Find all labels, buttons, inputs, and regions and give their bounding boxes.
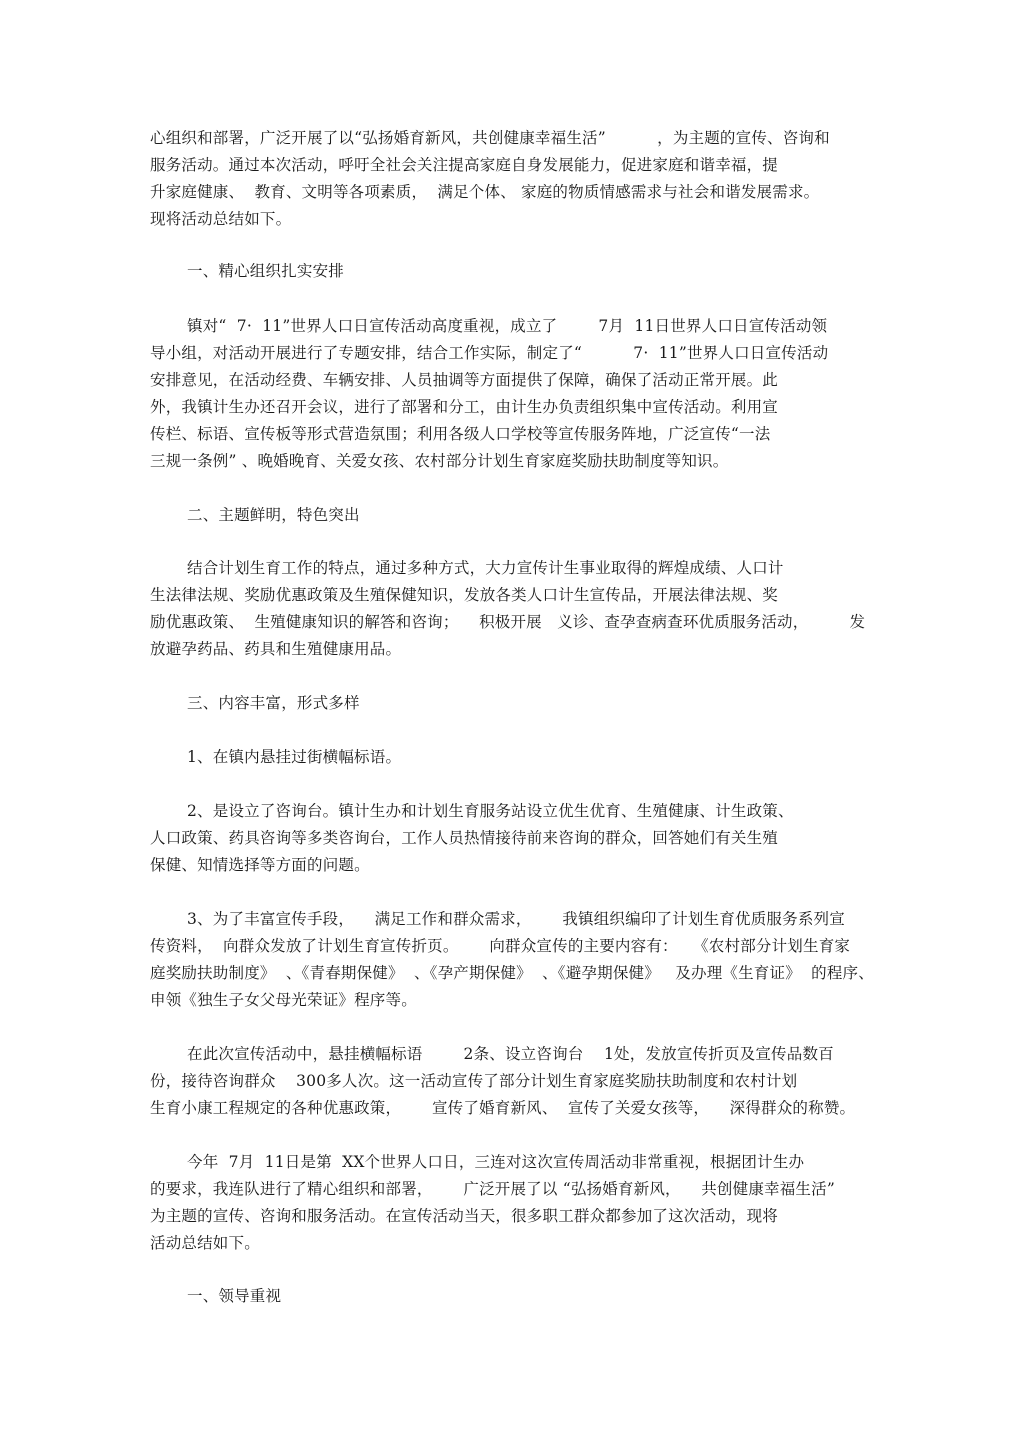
paragraph-line: 申领《独生子女父母光荣证》程序等。 [150,991,417,1009]
section-heading: 一、领导重视 [187,1287,282,1305]
section-heading: 三、内容丰富，形式多样 [187,694,360,712]
paragraph-line: 为主题的宣传、咨询和服务活动。在宣传活动当天，很多职工群众都参加了这次活动，现将 [150,1207,779,1225]
list-item: 3、为了丰富宣传手段， 满足工作和群众需求， 我镇组织编印了计划生育优质服务系列宣 [187,910,845,928]
paragraph-line: 外，我镇计生办还召开会议，进行了部署和分工，由计生办负责组织集中宣传活动。利用宣 [150,398,779,416]
list-item: 1、在镇内悬挂过街横幅标语。 [187,748,402,766]
paragraph-line: 保健、知情选择等方面的问题。 [150,856,370,874]
paragraph-line: 现将活动总结如下。 [150,210,292,228]
list-item: 2、是设立了咨询台。镇计生办和计划生育服务站设立优生优育、生殖健康、计生政策、 [187,802,794,820]
paragraph-line: 镇对“ 7· 11”世界人口日宣传活动高度重视，成立了 7月 11日世界人口日宣传活动领 [187,317,828,335]
section-heading: 二、主题鲜明，特色突出 [187,506,360,524]
paragraph-line: 生法律法规、奖励优惠政策及生殖保健知识，发放各类人口计生宣传品，开展法律法规、奖 [150,586,779,604]
paragraph-line: 份，接待咨询群众 300多人次。这一活动宣传了部分计划生育家庭奖励扶助制度和农村计划 [150,1072,798,1090]
paragraph-line: 导小组，对活动开展进行了专题安排，结合工作实际，制定了“ 7· 11”世界人口日宣传活动 [150,344,829,362]
paragraph-line: 结合计划生育工作的特点，通过多种方式，大力宣传计生事业取得的辉煌成绩、人口计 [187,559,784,577]
paragraph-line: 在此次宣传活动中，悬挂横幅标语 2条、设立咨询台 1处，发放宣传折页及宣传品数百 [187,1045,834,1063]
paragraph-line: 放避孕药品、药具和生殖健康用品。 [150,640,402,658]
paragraph-line: 传资料， 向群众发放了计划生育宣传折页。 向群众宣传的主要内容有： 《农村部分计划生育家 [150,937,851,955]
paragraph-line: 生育小康工程规定的各种优惠政策， 宣传了婚育新风、 宣传了关爱女孩等， 深得群众的称赞。 [150,1099,856,1117]
paragraph-line: 服务活动。通过本次活动，呼吁全社会关注提高家庭自身发展能力，促进家庭和谐幸福，提 [150,156,779,174]
section-heading: 一、精心组织扎实安排 [187,262,345,280]
paragraph-line: 庭奖励扶助制度》 、《青春期保健》 、《孕产期保健》 、《避孕期保健》 及办理《生育证》 的程序、 [150,964,874,982]
paragraph-line: 励优惠政策、 生殖健康知识的解答和咨询； 积极开展 义诊、查孕查病查环优质服务活动， 发 [150,613,866,631]
paragraph-line: 升家庭健康、 教育、文明等各项素质， 满足个体、 家庭的物质情感需求与社会和谐发展需求。 [150,183,820,201]
paragraph-line: 传栏、标语、宣传板等形式营造氛围；利用各级人口学校等宣传服务阵地，广泛宣传“一法 [150,425,771,443]
paragraph-line: 三规一条例” 、晚婚晚育、关爱女孩、农村部分计划生育家庭奖励扶助制度等知识。 [150,452,729,470]
paragraph-line: 活动总结如下。 [150,1234,260,1252]
paragraph-line: 安排意见，在活动经费、车辆安排、人员抽调等方面提供了保障，确保了活动正常开展。此 [150,371,779,389]
paragraph-line: 心组织和部署，广泛开展了以“弘扬婚育新风，共创健康幸福生活” ，为主题的宣传、咨询和 [150,129,830,147]
paragraph-line: 人口政策、药具咨询等多类咨询台，工作人员热情接待前来咨询的群众，回答她们有关生殖 [150,829,779,847]
paragraph-line: 的要求，我连队进行了精心组织和部署， 广泛开展了以 “弘扬婚育新风， 共创健康幸福生活” [150,1180,835,1198]
paragraph-line: 今年 7月 11日是第 XX个世界人口日，三连对这次宣传周活动非常重视，根据团计生办 [187,1153,805,1171]
